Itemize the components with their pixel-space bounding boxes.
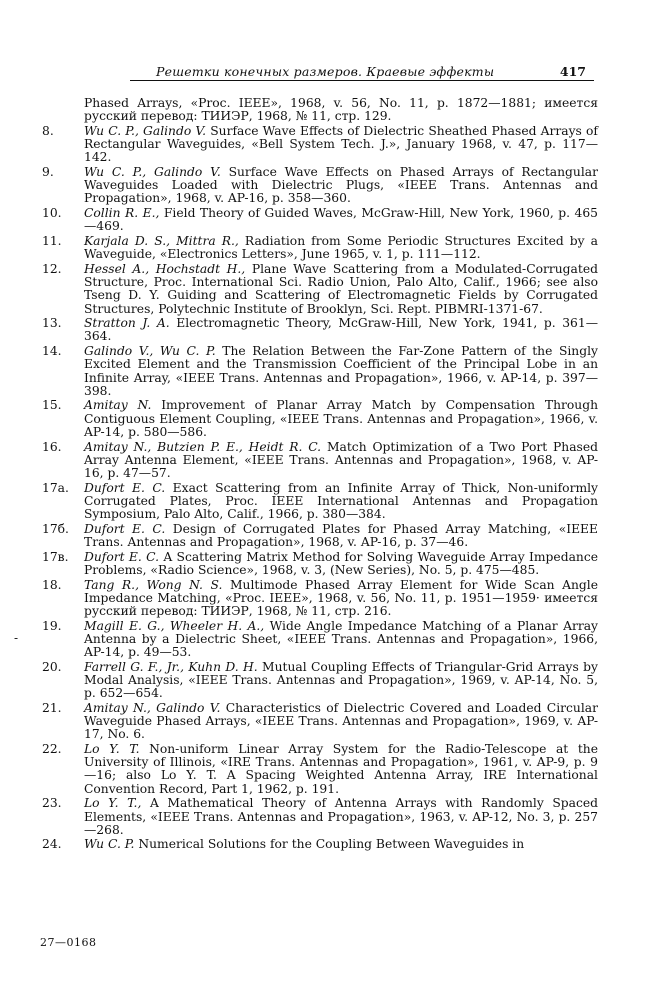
reference-item (42, 797, 598, 837)
reference-item (42, 838, 598, 851)
reference-item (42, 207, 598, 233)
reference-text: A Mathematical Theory of Antenna Arrays with Randomly Spaced Elements, «IEEE Trans. Antennas and Propagation», 1963, v. AP-12, No. 3, p. 257—268. (84, 796, 598, 837)
reference-number: 22. (42, 742, 62, 757)
reference-authors: Tang R., Wong N. S. (84, 577, 223, 592)
reference-number: 24. (42, 837, 62, 852)
reference-number: 11. (42, 234, 62, 249)
reference-text: Exact Scattering from an Infinite Array of Thick, Non-uniformly Corrugated Plates, Proc. IEEE International Antennas and Propagation Symposium, Palo Alto, Calif., 1966, p. 380—384. (84, 480, 598, 522)
reference-item (42, 620, 598, 660)
reference-authors: Dufort E. C. (84, 480, 166, 495)
reference-authors: Galindo V., Wu C. P. (84, 344, 216, 359)
reference-number: 15. (42, 398, 62, 413)
reference-text: Non-uniform Linear Array System for the Radio-Telescope at the University of Illinois, «IRE Trans. Antennas and Propagation», 1961, v. AP-9, p. 9—16; also Lo Y. T. A Spacing Weighted Antenna Array, IRE International Convention Record, Part 1, 1962, p. 191. (84, 742, 598, 796)
reference-item (42, 482, 598, 522)
reference-number: 18. (42, 577, 62, 592)
reference-text: Field Theory of Guided Waves, McGraw-Hill, New York, 1960, p. 465—469. (84, 206, 598, 234)
reference-number: 17б. (42, 521, 69, 536)
reference-authors: Wu C. P. (84, 837, 135, 852)
reference-number: 19. (42, 618, 62, 633)
reference-authors: Amitay N., Galindo V. (84, 700, 221, 715)
margin-mark: - (14, 631, 19, 645)
reference-text: Radiation from Some Periodic Structures Excited by a Waveguide, «Electronics Letters», June 1965, v. 1, p. 111—112. (84, 234, 598, 262)
reference-number: 12. (42, 261, 62, 276)
reference-item (42, 97, 598, 123)
reference-authors: Farrell G. F., Jr., Kuhn D. H. (84, 659, 258, 674)
reference-number: 16. (42, 439, 62, 454)
running-header (130, 64, 594, 81)
reference-authors: Karjala D. S., Mittra R., (84, 234, 239, 249)
reference-item (42, 166, 598, 206)
reference-item (42, 743, 598, 796)
reference-number: 20. (42, 659, 62, 674)
reference-item (42, 523, 598, 549)
reference-authors: Amitay N. (84, 398, 152, 413)
reference-number: 9. (42, 165, 54, 180)
reference-item (42, 399, 598, 439)
reference-text: Surface Wave Effects of Dielectric Sheathed Phased Arrays of Rectangular Waveguides, «Bell System Tech. J.», January 1968, v. 47, p. 117—142. (84, 123, 598, 165)
reference-item (42, 317, 598, 343)
reference-text: Mutual Coupling Effects of Triangular-Grid Arrays by Modal Analysis, «IEEE Trans. Antennas and Propagation», 1969, v. AP-14, No. 5, p. 652—654. (84, 659, 598, 701)
reference-authors: Amitay N., Butzien P. E., Heidt R. C. (84, 439, 322, 454)
reference-number: 21. (42, 700, 62, 715)
page-number: 417 (559, 64, 586, 79)
reference-text: Match Optimization of a Two Port Phased Array Antenna Element, «IEEE Trans. Antennas and Propagation», 1968, v. AP-16, p. 47—57. (84, 439, 598, 480)
printer-signature: 27—0168 (40, 936, 97, 949)
reference-list (42, 97, 598, 853)
reference-text: Characteristics of Dielectric Covered and Loaded Circular Waveguide Phased Arrays, «IEEE Trans. Antennas and Propagation», 1969, v. AP-17, No. 6. (84, 700, 598, 742)
reference-authors: Dufort E. C. (84, 549, 159, 564)
reference-number: 17в. (42, 549, 69, 564)
reference-authors: Lo Y. T., (84, 796, 142, 811)
reference-authors: Dufort E. C. (84, 521, 166, 536)
reference-number: 23. (42, 796, 62, 811)
reference-text: Numerical Solutions for the Coupling Between Waveguides in (138, 837, 525, 852)
reference-item (42, 441, 598, 481)
reference-item (42, 579, 598, 619)
reference-item (42, 263, 598, 316)
reference-item (42, 345, 598, 398)
reference-text: Design of Corrugated Plates for Phased Array Matching, «IEEE Trans. Antennas and Propagation», 1968, v. AP-16, p. 37—46. (84, 521, 599, 549)
reference-authors: Lo Y. T. (84, 742, 140, 757)
reference-item (42, 235, 598, 261)
reference-authors: Hessel A., Hochstadt H., (84, 261, 246, 276)
reference-text: Electromagnetic Theory, McGraw-Hill, New York, 1941, p. 361—364. (84, 316, 598, 344)
reference-item (42, 702, 598, 742)
reference-text: Multimode Phased Array Element for Wide Scan Angle Impedance Matching, «Proc. IEEE», 1968, v. 56, No. 11, p. 1951—1959· имеется русский перевод: ТИИЭР, 1968, № 11, стр. 216. (84, 577, 598, 619)
reference-number: 13. (42, 316, 62, 331)
reference-number: 8. (42, 123, 54, 138)
reference-text: Phased Arrays, «Proc. IEEE», 1968, v. 56, No. 11, p. 1872—1881; имеется русский перевод: ТИИЭР, 1968, № 11, стр. 129. (84, 96, 598, 124)
reference-authors: Wu C. P., Galindo V. (84, 165, 221, 180)
reference-item (42, 125, 598, 165)
reference-text: Improvement of Planar Array Match by Compensation Through Contiguous Element Coupling, «IEEE Trans. Antennas and Propagation», 1966, v. AP-14, p. 580—586. (84, 398, 598, 439)
reference-item (42, 551, 598, 577)
reference-number: 10. (42, 206, 62, 221)
reference-authors: Wu C. P., Galindo V. (84, 123, 207, 138)
reference-number: 17a. (42, 480, 69, 495)
reference-item (42, 661, 598, 701)
reference-text: A Scattering Matrix Method for Solving Waveguide Array Impedance Problems, «Radio Science», 1968, v. 3, (New Series), No. 5, p. 475—485. (84, 549, 598, 577)
reference-authors: Magill E. G., Wheeler H. A., (84, 618, 265, 633)
reference-number: 14. (42, 344, 62, 359)
reference-text: Surface Wave Effects on Phased Arrays of Rectangular Waveguides Loaded with Dielectric Plugs, «IEEE Trans. Antennas and Propagation», 1968, v. AP-16, p. 358—360. (84, 165, 598, 206)
reference-text: The Relation Between the Far-Zone Pattern of the Singly Excited Element and the Transmission Coefficient of the Principal Lobe in an Infinite Array, «IEEE Trans. Antennas and Propagation», 1966, v. AP-14, p. 397—398. (84, 344, 598, 398)
reference-text: Plane Wave Scattering from a Modulated-Corrugated Structure, Proc. International Sci. Radio Union, Palo Alto, Calif., 1966; see also Tseng D. Y. Guiding and Scattering of Electromagnetic Fields by Corrugated Structures, Polytechnic Institute of Brooklyn, Sci. Rept. PIBMRI-1371-67. (84, 261, 598, 316)
running-title: Решетки конечных размеров. Краевые эффекты (156, 64, 495, 79)
reference-text: Wide Angle Impedance Matching of a Planar Array Antenna by a Dielectric Sheet, «IEEE Trans. Antennas and Propagation», 1966, AP-14, p. 49—53. (84, 618, 598, 660)
reference-authors: Stratton J. A. (84, 316, 170, 331)
reference-authors: Collin R. E., (84, 206, 160, 221)
